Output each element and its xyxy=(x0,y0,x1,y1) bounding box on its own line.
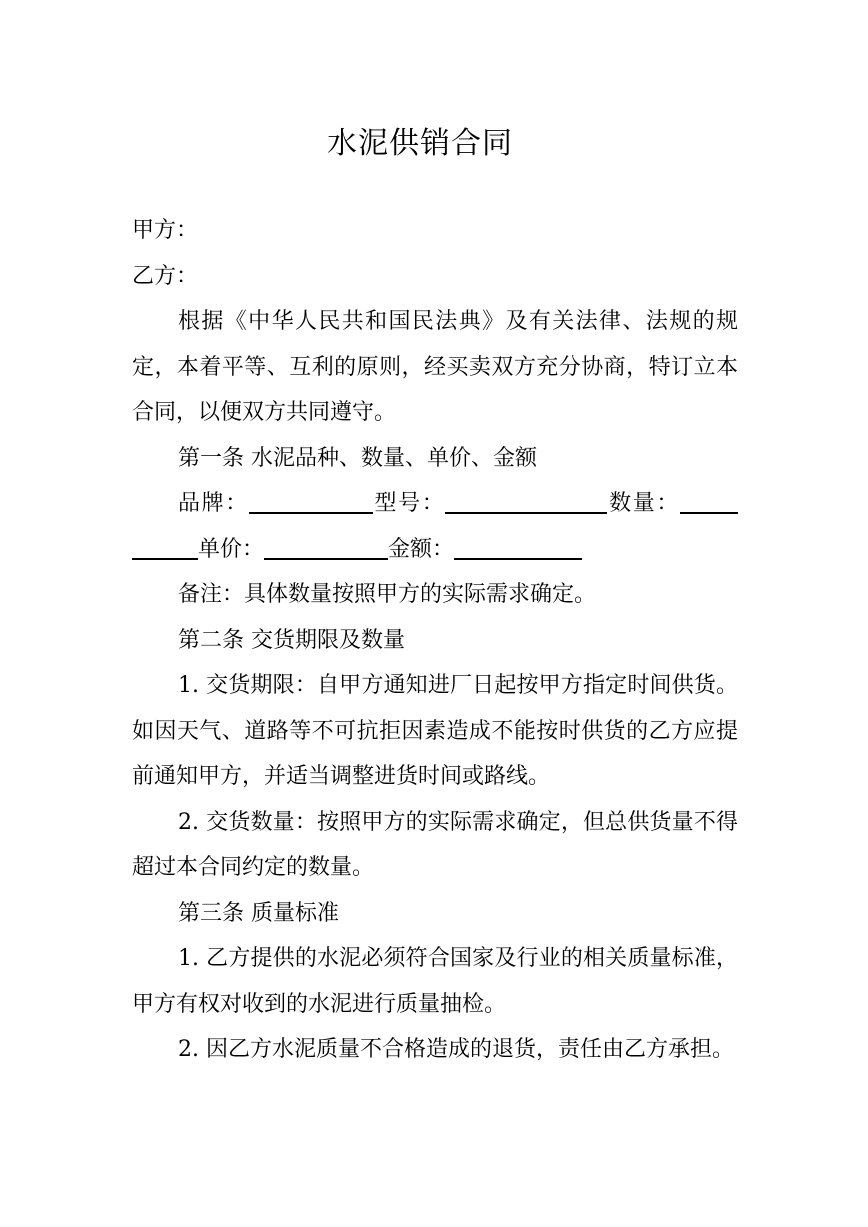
model-blank xyxy=(445,486,607,514)
article-2-item-2: 2. 交货数量：按照甲方的实际需求确定，但总供货量不得超过本合同约定的数量。 xyxy=(132,809,738,880)
article-3-item-2: 2. 因乙方水泥质量不合格造成的退货，责任由乙方承担。 xyxy=(178,1037,734,1062)
model-label: 型号： xyxy=(372,491,446,516)
party-a-line: 甲方： xyxy=(132,218,199,243)
quantity-blank xyxy=(680,486,738,514)
amount-blank xyxy=(454,532,582,560)
amount-label: 金额： xyxy=(388,536,455,562)
article-3-item-1: 1. 乙方提供的水泥必须符合国家及行业的相关质量标准，甲方有权对收到的水泥进行质量抽检。 xyxy=(132,946,738,1017)
brand-blank xyxy=(249,486,373,514)
quantity-label: 数量： xyxy=(607,491,680,516)
party-b-line: 乙方： xyxy=(132,263,199,289)
document-body xyxy=(132,208,738,1073)
article-2-heading: 第二条 交货期限及数量 xyxy=(178,627,405,653)
article-1-fields xyxy=(132,481,738,572)
unit-price-blank xyxy=(264,532,388,560)
article-2-item-1: 1. 交货期限：自甲方通知进厂日起按甲方指定时间供货。如因天气、道路等不可抗拒因素造成不能按时供货的乙方应提前通知甲方，并适当调整进货时间或路线。 xyxy=(132,673,738,789)
document-title: 水泥供销合同 xyxy=(327,126,513,161)
article-3-heading: 第三条 质量标准 xyxy=(178,900,339,926)
preamble-paragraph: 根据《中华人民共和国民法典》及有关法律、法规的规定，本着平等、互利的原则，经买卖双方充分协商，特订立本合同，以便双方共同遵守。 xyxy=(132,309,738,425)
article-1-heading: 第一条 水泥品种、数量、单价、金额 xyxy=(178,445,537,471)
quantity-blank-continued xyxy=(132,532,198,560)
unit-price-label: 单价： xyxy=(198,536,265,562)
article-1-note: 备注：具体数量按照甲方的实际需求确定。 xyxy=(178,582,597,607)
brand-label: 品牌： xyxy=(178,491,249,516)
